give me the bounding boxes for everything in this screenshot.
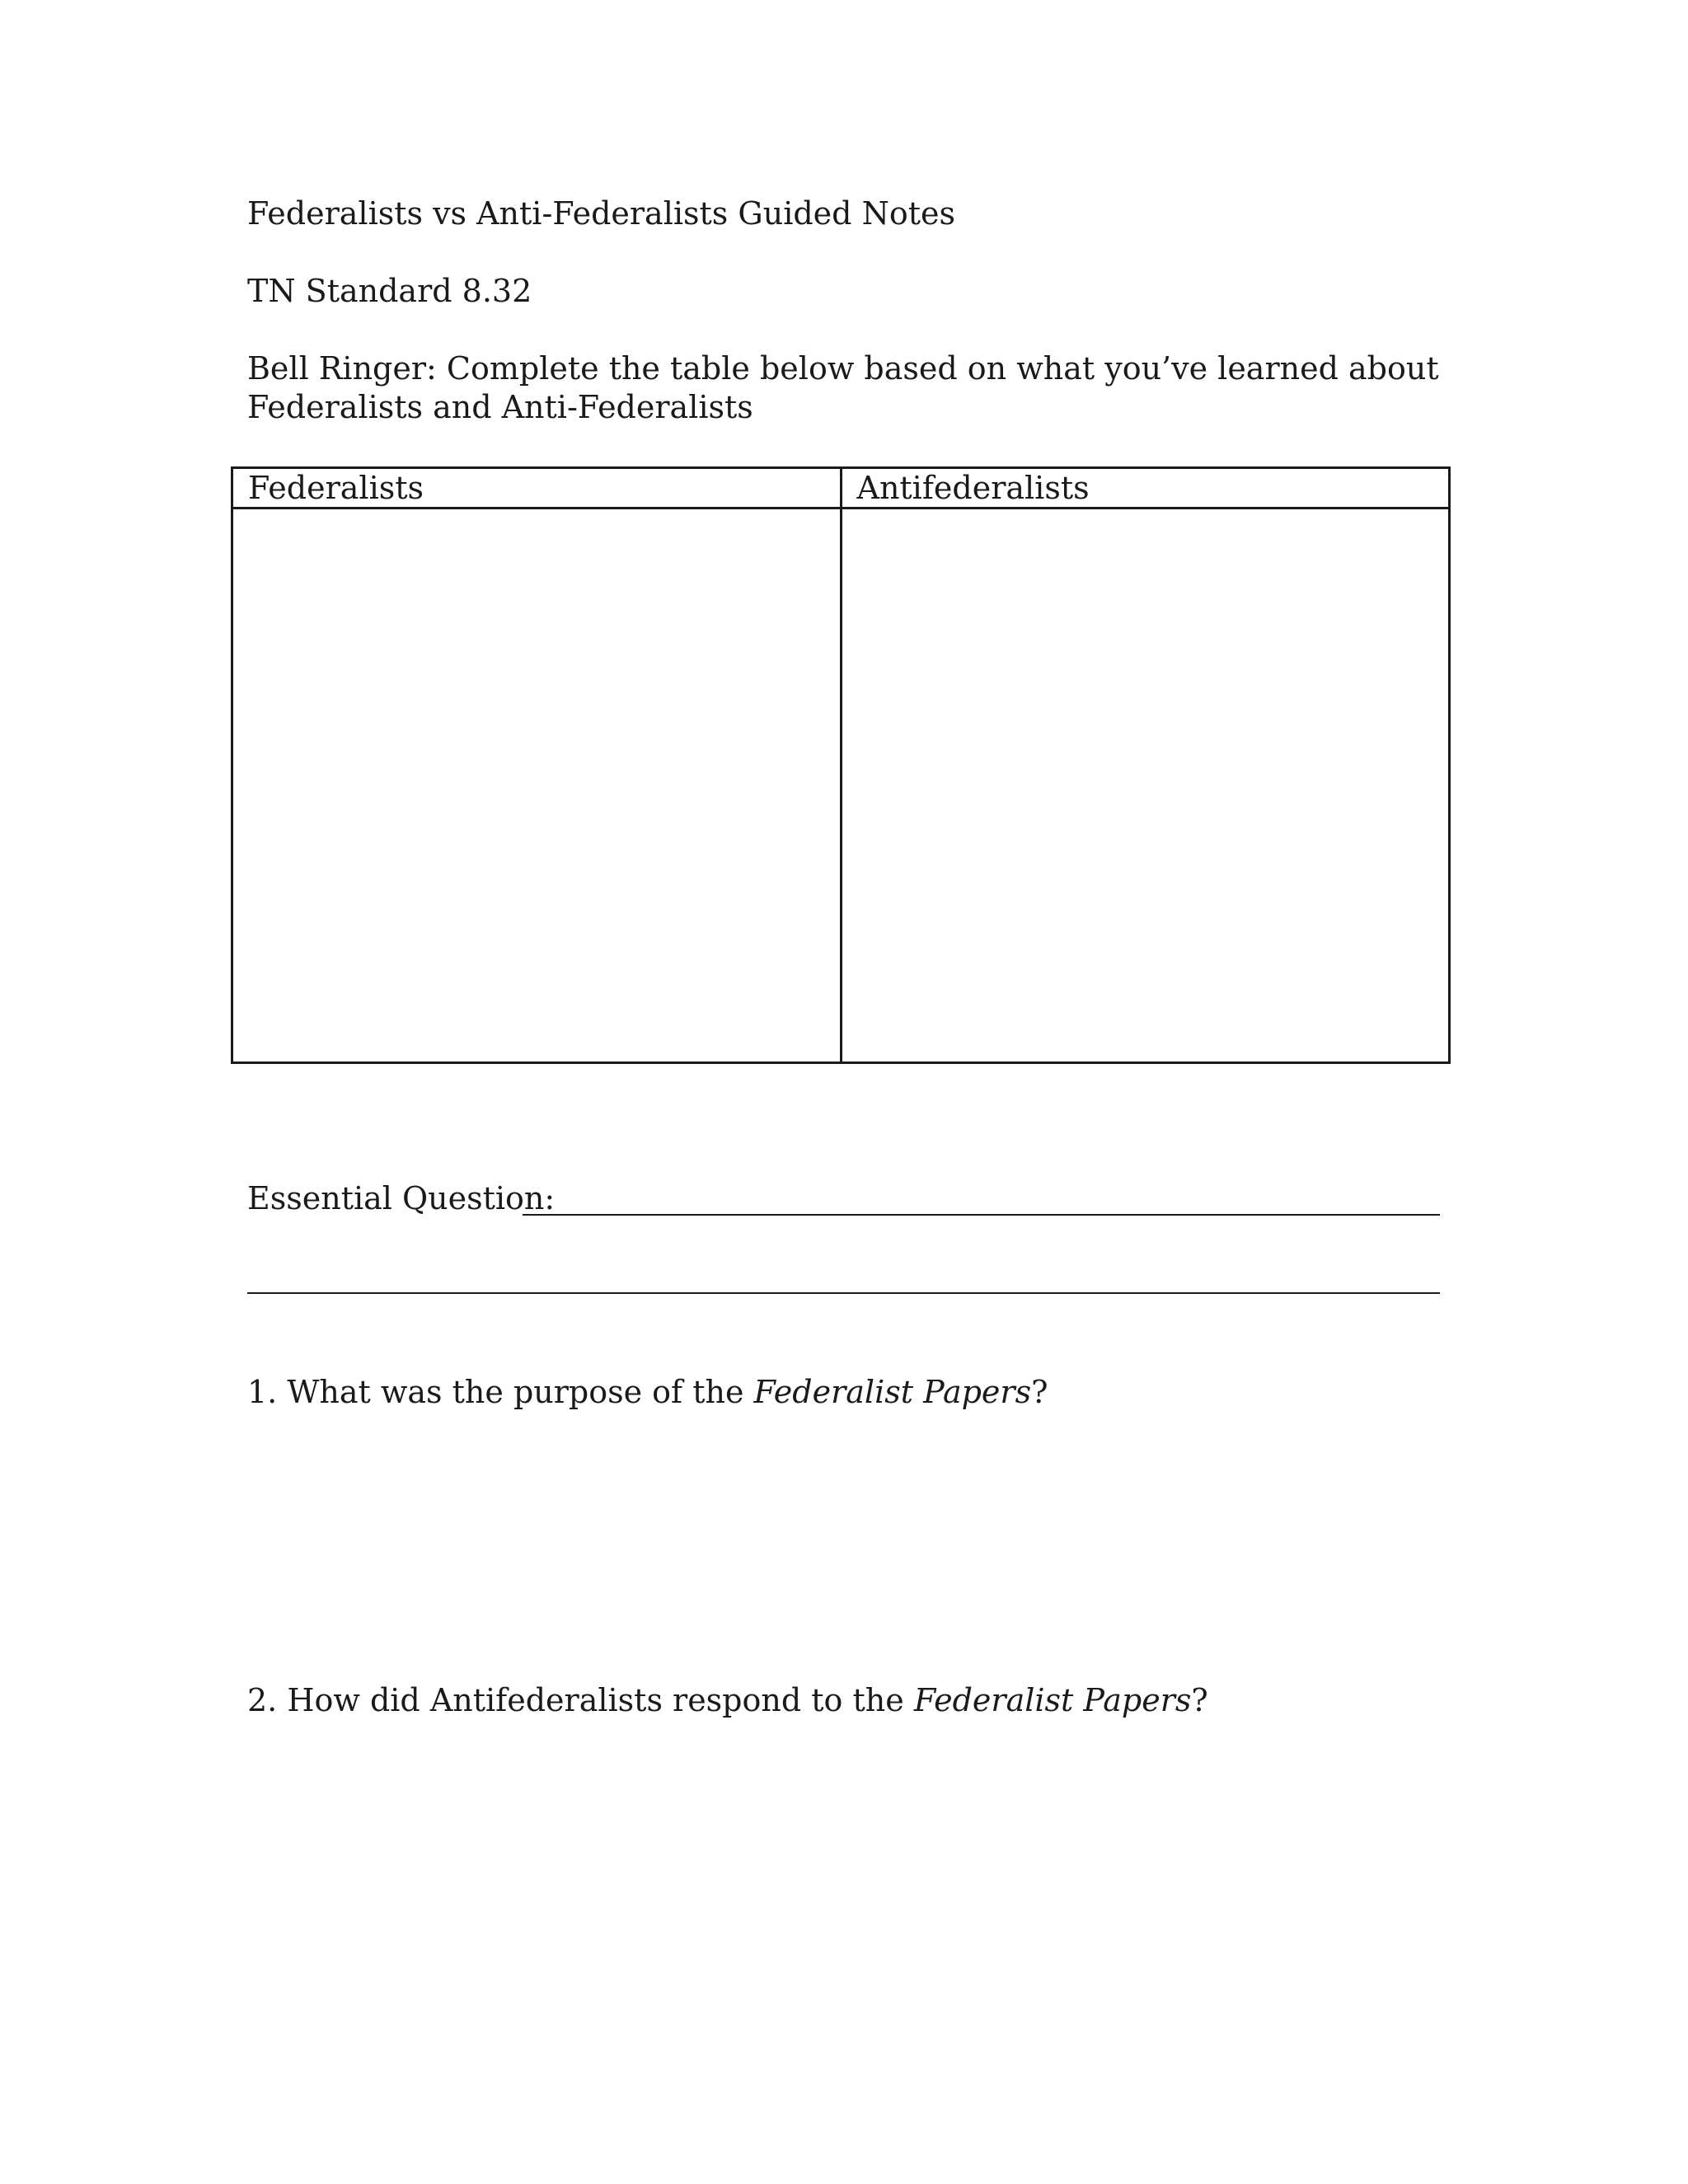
- bell-ringer-instructions: [247, 349, 1439, 427]
- bell-ringer-line-2: Federalists and Anti-Federalists: [247, 389, 753, 425]
- question-2-mark: ?: [1191, 1682, 1208, 1718]
- question-2: [247, 1681, 1208, 1720]
- federalists-answer-cell[interactable]: [232, 509, 842, 1063]
- comparison-table: [231, 466, 1451, 1064]
- standard-label: TN Standard 8.32: [247, 273, 532, 309]
- question-1-italic-title: Federalist Papers: [753, 1374, 1032, 1410]
- question-1: [247, 1373, 1048, 1412]
- bell-ringer-line-1: Bell Ringer: Complete the table below based on what you’ve learned about: [247, 350, 1439, 387]
- question-2-text: 2. How did Antifederalists respond to the: [247, 1682, 914, 1718]
- question-1-text: 1. What was the purpose of the: [247, 1374, 754, 1410]
- column-header-antifederalists: Antifederalists: [841, 468, 1450, 509]
- table-row: [232, 509, 1450, 1063]
- column-header-federalists: Federalists: [232, 468, 842, 509]
- essential-question-label: Essential Question:: [247, 1180, 556, 1216]
- essential-question-blank-line-2[interactable]: [247, 1292, 1440, 1294]
- question-1-mark: ?: [1031, 1374, 1048, 1410]
- antifederalists-answer-cell[interactable]: [841, 509, 1450, 1063]
- question-2-italic-title: Federalist Papers: [913, 1682, 1192, 1718]
- essential-question-blank-line[interactable]: [523, 1214, 1440, 1216]
- table-header-row: [232, 468, 1450, 509]
- document-title: Federalists vs Anti-Federalists Guided Notes: [247, 195, 955, 232]
